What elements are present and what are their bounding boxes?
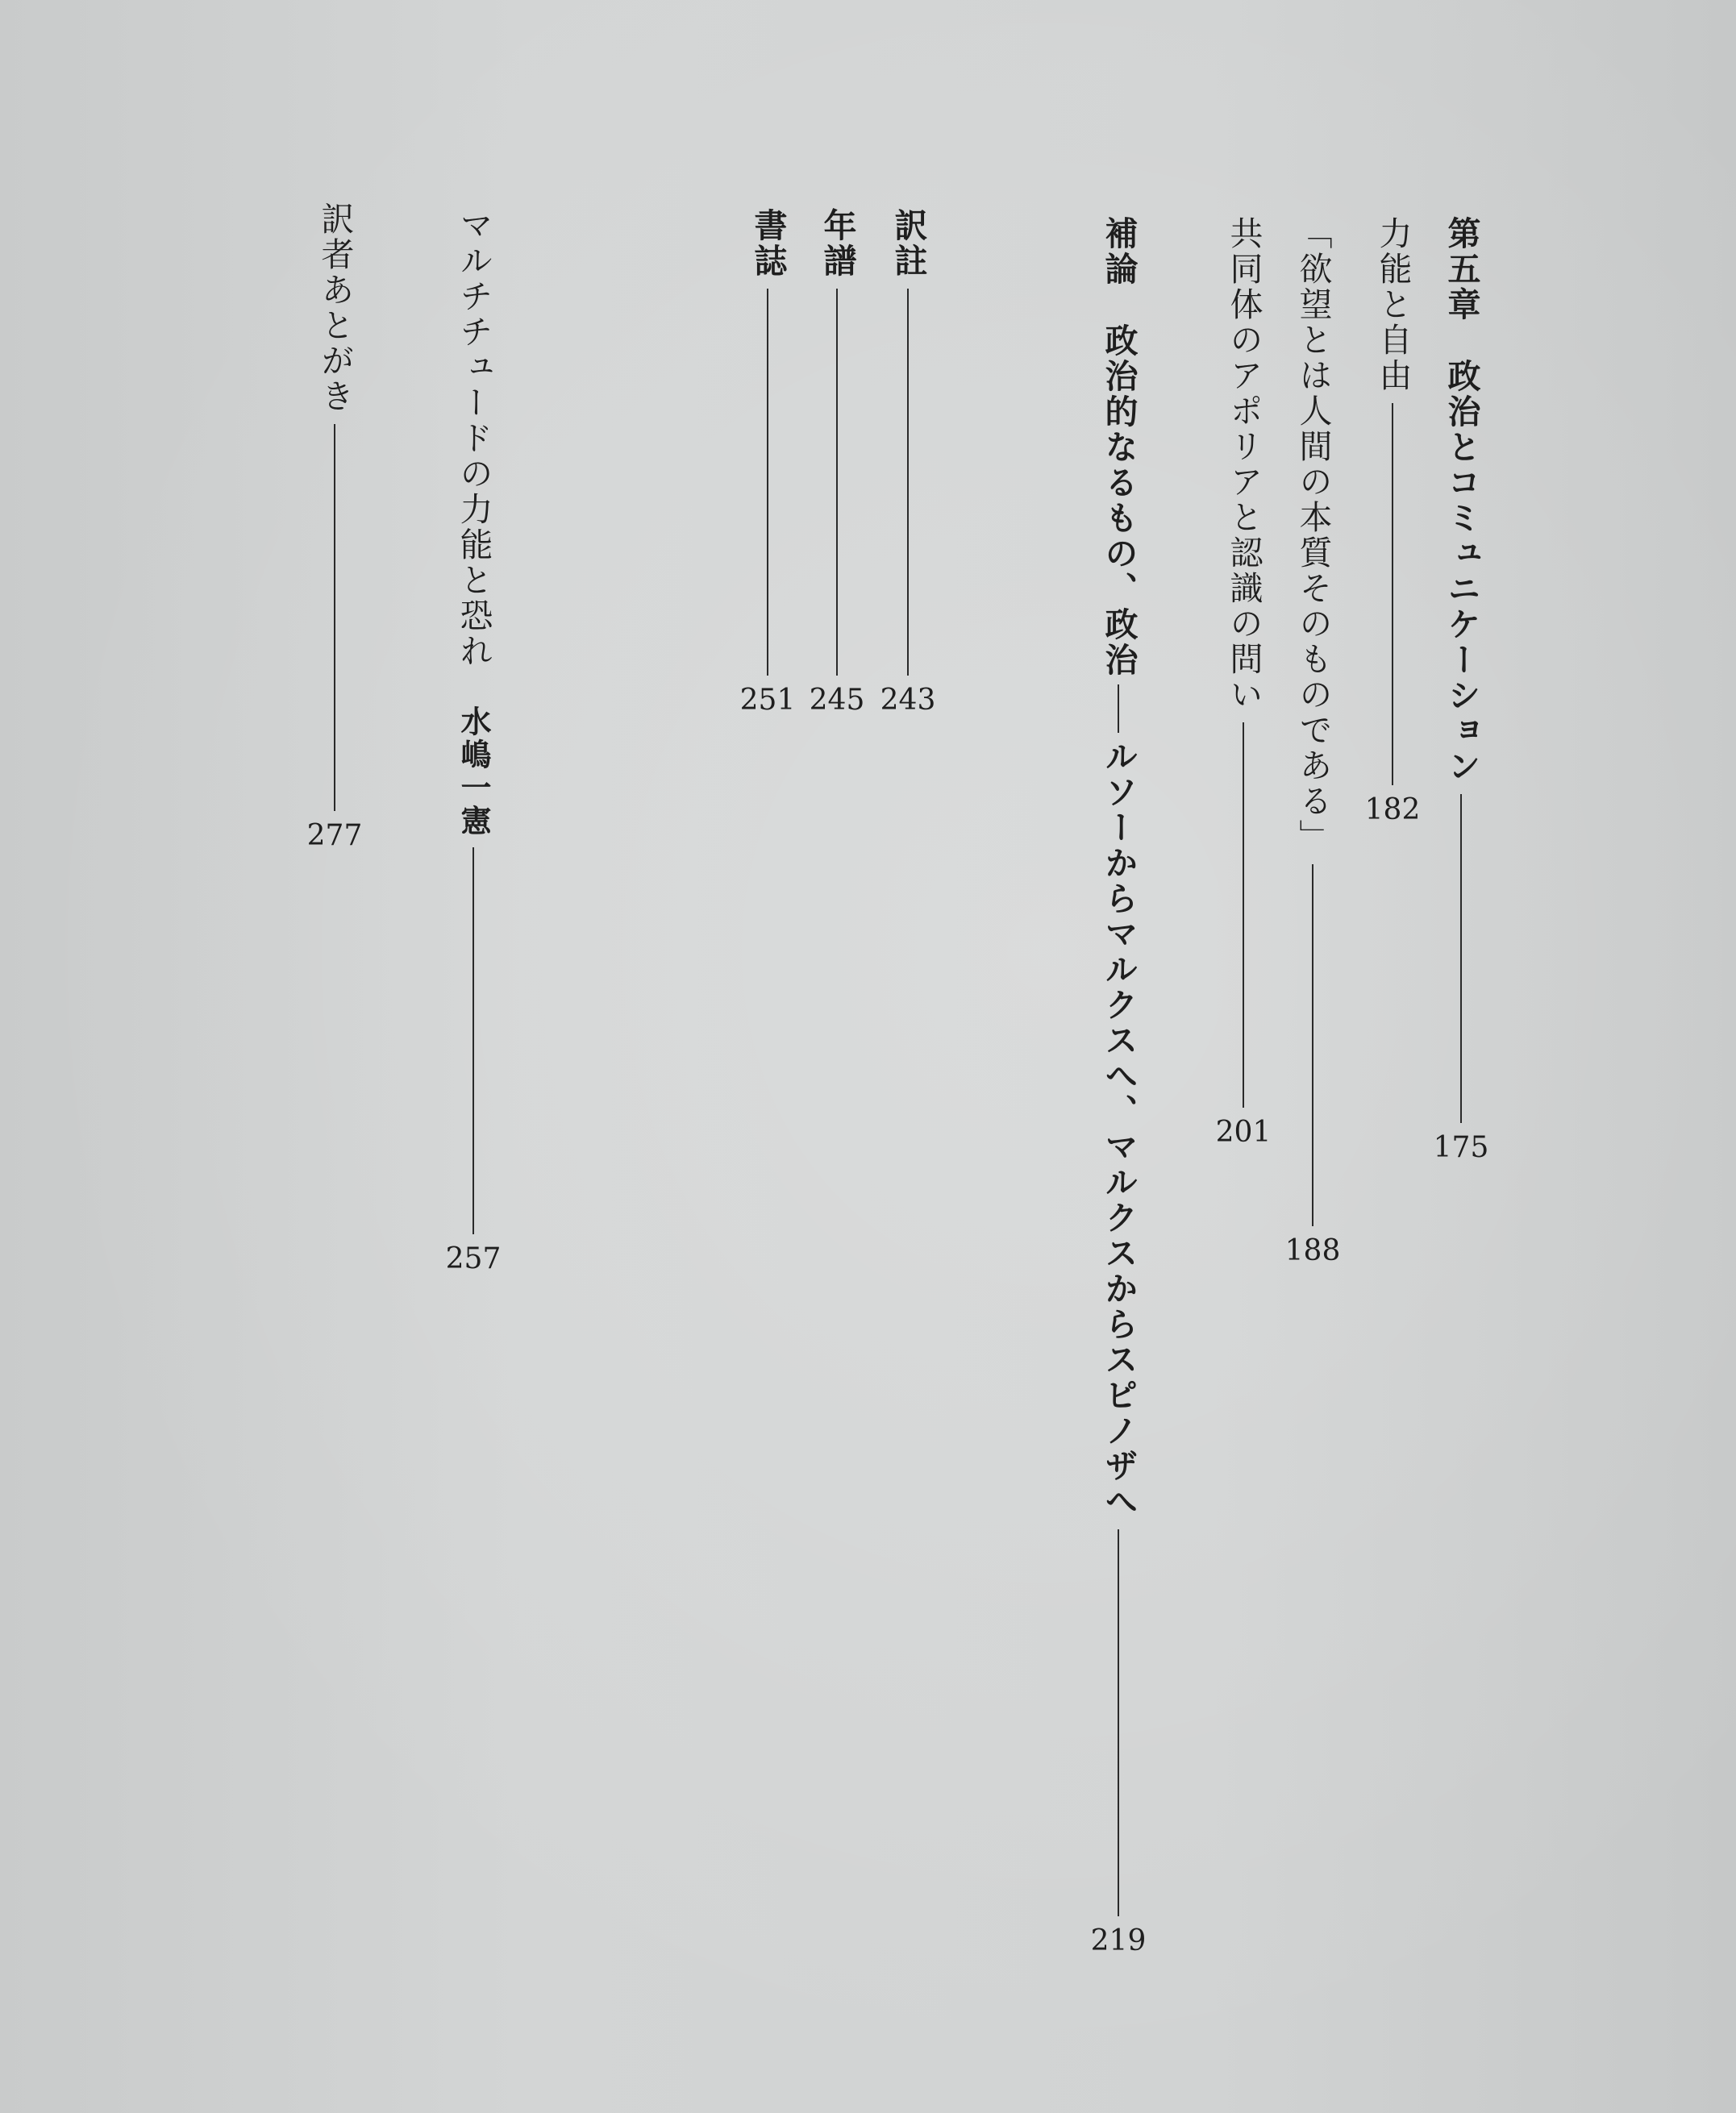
toc-entry-section-1[interactable] (1364, 216, 1421, 826)
bibliography-label: 書誌 (748, 208, 788, 279)
page-number: 251 (739, 684, 796, 717)
page-number: 219 (1090, 1924, 1147, 1957)
afterword-title: 訳者あとがき (315, 202, 355, 414)
chapter-label: 第五章 (1442, 216, 1481, 322)
toc-entry-bibliography[interactable] (739, 208, 796, 717)
dash-line (1118, 684, 1119, 733)
section-title: 力能と自由 (1373, 216, 1413, 393)
leader-line (1392, 403, 1393, 785)
toc-entry-chronology[interactable] (809, 208, 865, 717)
leader-line (1460, 794, 1462, 1123)
essay-title: マルチチュードの力能と恐れ (454, 208, 493, 669)
leader-line (907, 289, 909, 676)
leader-line (473, 847, 474, 1234)
leader-line (1118, 1529, 1119, 1916)
toc-entry-section-2[interactable] (1284, 216, 1341, 1267)
leader-line (1243, 722, 1244, 1108)
section-title: 共同体のアポリアと認識の問い (1224, 216, 1263, 713)
notes-label: 訳註 (889, 208, 928, 279)
section-title: 「欲望とは人間の本質そのものである」 (1293, 216, 1333, 855)
leader-line (1312, 864, 1313, 1226)
page-number: 257 (445, 1242, 502, 1275)
toc-entry-afterword[interactable] (306, 202, 363, 852)
page-number: 201 (1215, 1116, 1272, 1149)
leader-line (334, 424, 335, 811)
leader-line (836, 289, 838, 676)
page-number: 277 (306, 819, 363, 852)
page-number: 188 (1284, 1234, 1341, 1267)
supplement-title: 政治的なるもの、政治 (1099, 323, 1139, 678)
page-number: 245 (809, 684, 865, 717)
essay-author: 水嶋一憲 (456, 705, 491, 838)
supplement-label: 補論 (1099, 216, 1139, 287)
toc-entry-section-3[interactable] (1215, 216, 1272, 1149)
chronology-label: 年譜 (818, 208, 857, 279)
page-number: 175 (1433, 1131, 1489, 1164)
leader-line (767, 289, 768, 676)
page-number: 243 (880, 684, 936, 717)
toc-entry-notes[interactable] (880, 208, 936, 717)
toc-entry-essay[interactable] (445, 208, 502, 1275)
toc-entry-supplement[interactable] (1090, 216, 1147, 1957)
page-number: 182 (1364, 793, 1421, 826)
supplement-subtitle: ルソーからマルクスへ、マルクスからスピノザへ (1099, 739, 1139, 1520)
chapter-title: 政治とコミュニケーション (1442, 359, 1481, 784)
toc-entry-chapter-5[interactable] (1433, 216, 1489, 1164)
